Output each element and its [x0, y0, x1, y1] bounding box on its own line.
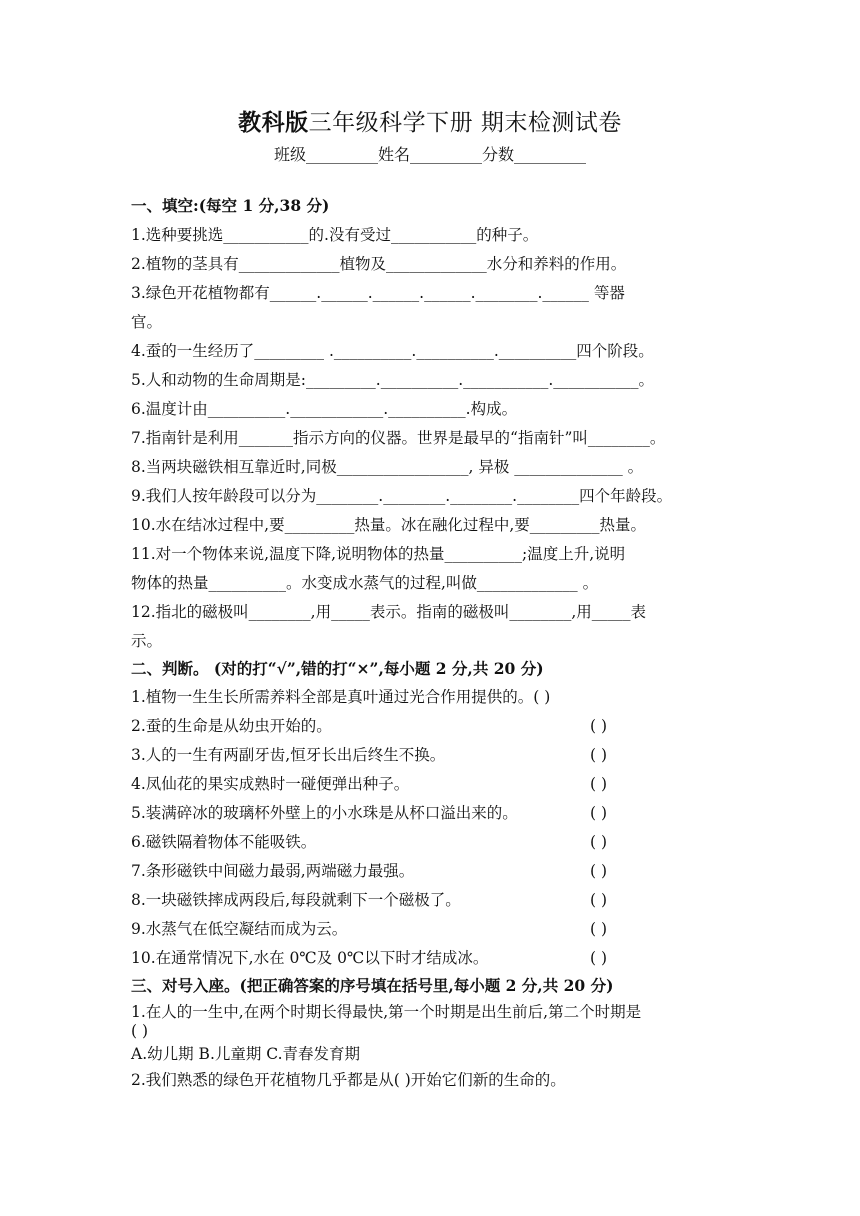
judge-item-text: 7.条形磁铁中间磁力最弱,两端磁力最强。	[131, 862, 415, 880]
judge-item-text: 1.植物一生生长所需养料全部是真叶通过光合作用提供的。	[131, 688, 534, 706]
answer-paren: ( )	[590, 949, 608, 967]
fill-question-11-cont: 物体的热量__________。水变成水蒸气的过程,叫做_____________ 。	[131, 574, 599, 592]
answer-paren: ( )	[533, 688, 551, 706]
choice-question-1-options: A.幼儿期 B.儿童期 C.青春发育期	[131, 1045, 361, 1063]
judge-item	[131, 890, 731, 910]
answer-paren: ( )	[590, 746, 608, 764]
judge-item	[131, 919, 731, 939]
choice-question-2: 2.我们熟悉的绿色开花植物几乎都是从( )开始它们新的生命的。	[131, 1071, 566, 1089]
judge-item	[131, 948, 731, 968]
answer-paren: ( )	[590, 833, 608, 851]
fill-question-11: 11.对一个物体来说,温度下降,说明物体的热量__________;温度上升,说明	[131, 545, 626, 563]
fill-question-10: 10.水在结冰过程中,要_________热量。冰在融化过程中,要_________热量。	[131, 516, 647, 534]
choice-question-1: 1.在人的一生中,在两个时期长得最快,第一个时期是出生前后,第二个时期是	[131, 1003, 642, 1021]
title-bold-part: 教科版	[238, 109, 309, 136]
judge-item	[131, 687, 731, 707]
fill-question-1: 1.选种要挑选___________的.没有受过___________的种子。	[131, 226, 539, 244]
judge-item-text: 4.凤仙花的果实成熟时一碰便弹出种子。	[131, 775, 410, 793]
judge-item-text: 3.人的一生有两副牙齿,恒牙长出后终生不换。	[131, 746, 446, 764]
fill-question-3: 3.绿色开花植物都有______.______.______.______.________.______ 等器	[131, 284, 625, 302]
fill-question-6: 6.温度计由__________.____________.__________.构成。	[131, 400, 518, 418]
section1-heading: 一、填空:(每空 1 分,38 分)	[131, 196, 330, 215]
answer-paren: ( )	[590, 804, 608, 822]
fill-question-5: 5.人和动物的生命周期是:_________.__________.___________.___________。	[131, 371, 655, 389]
judge-item	[131, 803, 731, 823]
judge-item-text: 10.在通常情况下,水在 0℃及 0℃以下时才结成冰。	[131, 949, 489, 967]
answer-paren: ( )	[590, 775, 608, 793]
judge-item-text: 6.磁铁隔着物体不能吸铁。	[131, 833, 317, 851]
title-rest: 三年级科学下册 期末检测试卷	[308, 110, 622, 136]
judge-item	[131, 745, 731, 765]
fill-question-12-cont: 示。	[131, 632, 163, 650]
judge-item-text: 9.水蒸气在低空凝结而成为云。	[131, 920, 348, 938]
section3-heading: 三、对号入座。(把正确答案的序号填在括号里,每小题 2 分,共 20 分)	[131, 976, 614, 995]
fill-question-3-cont: 官。	[131, 313, 163, 331]
judge-item	[131, 774, 731, 794]
fill-question-4: 4.蚕的一生经历了_________ .__________.__________.__________四个阶段。	[131, 342, 654, 360]
fill-question-9: 9.我们人按年龄段可以分为________.________.________.________四个年龄段。	[131, 487, 673, 505]
answer-paren: ( )	[590, 891, 608, 909]
fill-question-2: 2.植物的茎具有_____________植物及_____________水分和养料的作用。	[131, 255, 627, 273]
fill-question-12: 12.指北的磁极叫________,用_____表示。指南的磁极叫________,用_____表	[131, 603, 647, 621]
judge-item-text: 8.一块磁铁摔成两段后,每段就剩下一个磁极了。	[131, 891, 461, 909]
section2-heading: 二、判断。 (对的打“√”,错的打“×”,每小题 2 分,共 20 分)	[131, 659, 544, 678]
judge-item	[131, 832, 731, 852]
judge-item	[131, 861, 731, 881]
fill-question-8: 8.当两块磁铁相互靠近时,同极_________________, 异极 ______________ 。	[131, 458, 644, 476]
answer-paren: ( )	[590, 717, 608, 735]
page-title	[0, 104, 860, 137]
judge-item	[131, 716, 731, 736]
answer-paren: ( )	[590, 862, 608, 880]
answer-paren: ( )	[590, 920, 608, 938]
choice-question-1-paren: ( )	[131, 1022, 149, 1040]
student-info-line: 班级_________姓名_________分数_________	[273, 145, 586, 164]
judge-item-text: 5.装满碎冰的玻璃杯外壁上的小水珠是从杯口溢出来的。	[131, 804, 518, 822]
judge-item-text: 2.蚕的生命是从幼虫开始的。	[131, 717, 332, 735]
fill-question-7: 7.指南针是利用_______指示方向的仪器。世界是最早的“指南针”叫________。	[131, 429, 666, 447]
